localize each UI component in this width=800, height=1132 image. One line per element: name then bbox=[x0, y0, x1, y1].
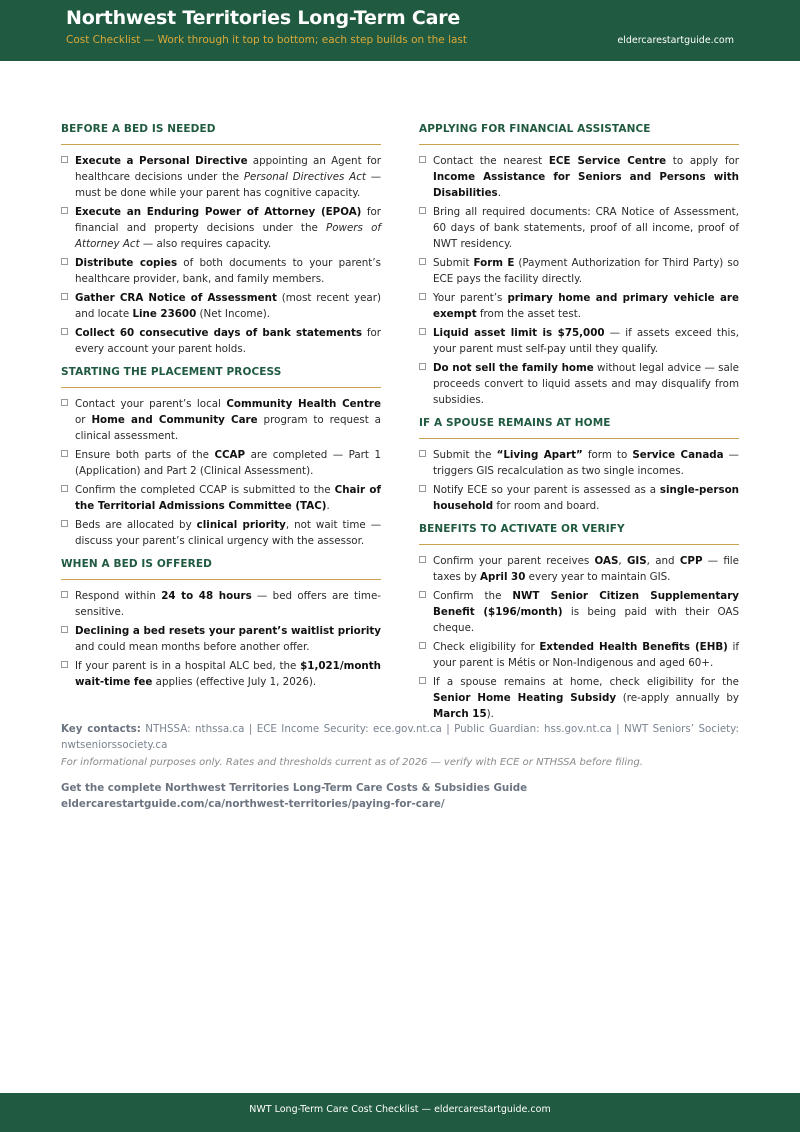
item-text: . bbox=[497, 187, 501, 199]
checkbox-icon[interactable] bbox=[419, 556, 426, 563]
item-text: program to request a clinical assessment. bbox=[75, 414, 381, 442]
item-text: Beds are allocated by bbox=[75, 519, 197, 531]
checklist-item bbox=[419, 588, 739, 636]
item-text: Execute a Personal Directive bbox=[75, 155, 248, 167]
item-text: is being paid with their OAS cheque. bbox=[433, 606, 739, 634]
item-text: Contact the nearest bbox=[433, 155, 549, 167]
item-text: Liquid asset limit is $75,000 bbox=[433, 327, 605, 339]
checkbox-icon[interactable] bbox=[61, 661, 68, 668]
item-text: Collect 60 consecutive days of bank statements bbox=[75, 327, 362, 339]
item-text: Declining a bed resets your parent’s waitlist priority bbox=[75, 625, 381, 637]
checklist-item bbox=[61, 517, 381, 549]
item-text: — bed offers are time-sensitive. bbox=[75, 590, 381, 618]
right-column bbox=[419, 123, 739, 731]
checkbox-icon[interactable] bbox=[61, 520, 68, 527]
item-text: If your parent is in a hospital ALC bed, the bbox=[75, 660, 301, 672]
checklist-section bbox=[61, 366, 381, 549]
checkbox-icon[interactable] bbox=[419, 363, 426, 370]
checklist-item bbox=[61, 255, 381, 287]
checkbox-icon[interactable] bbox=[419, 156, 426, 163]
checkbox-icon[interactable] bbox=[61, 591, 68, 598]
footer-info bbox=[61, 722, 739, 812]
page-subtitle: Cost Checklist — Work through it top to bottom; each step builds on the last bbox=[66, 34, 468, 46]
item-text: Notify ECE so your parent is assessed as a bbox=[433, 484, 660, 496]
item-text: Line 23600 bbox=[132, 308, 197, 320]
section-heading: IF A SPOUSE REMAINS AT HOME bbox=[419, 417, 739, 439]
item-text: NWT Senior Citizen Supplementary Benefit ($196/month) bbox=[433, 590, 740, 618]
item-text: appointing an Agent for healthcare decisions under the bbox=[75, 155, 381, 183]
guide-cta[interactable] bbox=[61, 780, 739, 812]
header-site-link[interactable]: eldercarestartguide.com bbox=[617, 35, 734, 46]
checkbox-icon[interactable] bbox=[419, 642, 426, 649]
item-text: , and bbox=[646, 555, 680, 567]
item-text: Community Health Centre bbox=[226, 398, 381, 410]
item-text: Check eligibility for bbox=[433, 641, 540, 653]
page-title: Northwest Territories Long-Term Care bbox=[66, 7, 461, 29]
item-text: Home and Community Care bbox=[91, 414, 258, 426]
item-text: OAS bbox=[594, 555, 619, 567]
checkbox-icon[interactable] bbox=[419, 258, 426, 265]
item-text: — triggers GIS recalculation as two single incomes. bbox=[433, 449, 739, 477]
item-text: — file taxes by bbox=[433, 555, 740, 583]
page-footer-bar: NWT Long-Term Care Cost Checklist — eldercarestartguide.com bbox=[0, 1093, 800, 1132]
item-text: applies (effective July 1, 2026). bbox=[152, 676, 317, 688]
item-text: GIS bbox=[626, 555, 647, 567]
checklist-item bbox=[419, 290, 739, 322]
section-heading: STARTING THE PLACEMENT PROCESS bbox=[61, 366, 381, 388]
item-text: Submit the bbox=[433, 449, 497, 461]
item-text: for financial and property decisions under the bbox=[75, 206, 381, 234]
item-text: or bbox=[75, 414, 92, 426]
item-text: Gather CRA Notice of Assessment bbox=[75, 292, 277, 304]
checkbox-icon[interactable] bbox=[419, 450, 426, 457]
checkbox-icon[interactable] bbox=[419, 485, 426, 492]
checklist-section bbox=[419, 523, 739, 722]
key-contacts-text: NTHSSA: nthssa.ca | ECE Income Security: ece.gov.nt.ca | Public Guardian: hss.gov.nt.ca | NWT Seniors’ Society: nwtseniorssociety.ca bbox=[61, 723, 739, 751]
item-text: from the asset test. bbox=[476, 308, 582, 320]
checklist-section bbox=[61, 123, 381, 357]
checklist-item bbox=[61, 588, 381, 620]
item-text: March 15 bbox=[433, 708, 487, 720]
checkbox-icon[interactable] bbox=[61, 293, 68, 300]
item-text: to apply for bbox=[666, 155, 739, 167]
item-text: Submit bbox=[433, 257, 474, 269]
item-text: Distribute copies bbox=[75, 257, 178, 269]
item-text: Chair of the Territorial Admissions Committee (TAC) bbox=[75, 484, 381, 512]
item-text: — must be done while your parent has cognitive capacity. bbox=[75, 171, 381, 199]
item-text: single-person household bbox=[433, 484, 739, 512]
item-text: (most recent year) and locate bbox=[75, 292, 381, 320]
item-text: for every account your parent holds. bbox=[75, 327, 381, 355]
item-text: , not wait time — discuss your parent’s clinical urgency with the assessor. bbox=[75, 519, 382, 547]
item-text: If a spouse remains at home, check eligibility for the bbox=[433, 676, 739, 688]
checklist-item bbox=[419, 553, 739, 585]
checklist-section bbox=[419, 417, 739, 514]
section-heading: BENEFITS TO ACTIVATE OR VERIFY bbox=[419, 523, 739, 545]
checklist-item bbox=[419, 325, 739, 357]
item-text: $1,021/month wait-time fee bbox=[75, 660, 381, 688]
item-text: for room and board. bbox=[493, 500, 600, 512]
checkbox-icon[interactable] bbox=[61, 156, 68, 163]
item-text: ECE Service Centre bbox=[548, 155, 667, 167]
item-text: Contact your parent’s local bbox=[75, 398, 227, 410]
item-text: of both documents to your parent’s healthcare provider, bank, and family members. bbox=[75, 257, 381, 285]
checkbox-icon[interactable] bbox=[419, 207, 426, 214]
checkbox-icon[interactable] bbox=[61, 207, 68, 214]
left-column bbox=[61, 123, 381, 699]
section-heading: BEFORE A BED IS NEEDED bbox=[61, 123, 381, 145]
checklist-item bbox=[61, 447, 381, 479]
item-text: Ensure both parts of the bbox=[75, 449, 215, 461]
checkbox-icon[interactable] bbox=[61, 485, 68, 492]
checklist-section bbox=[61, 558, 381, 690]
item-text: 24 to 48 hours bbox=[161, 590, 252, 602]
item-text: Senior Home Heating Subsidy bbox=[433, 692, 617, 704]
item-text: Confirm the completed CCAP is submitted to the bbox=[75, 484, 335, 496]
item-text: and could mean months before another offer. bbox=[75, 641, 310, 653]
checkbox-icon[interactable] bbox=[419, 293, 426, 300]
item-text: (Payment Authorization for Third Party) so ECE pays the facility directly. bbox=[433, 257, 739, 285]
checkbox-icon[interactable] bbox=[61, 258, 68, 265]
checkbox-icon[interactable] bbox=[61, 450, 68, 457]
item-text: Form E bbox=[473, 257, 515, 269]
section-heading: APPLYING FOR FINANCIAL ASSISTANCE bbox=[419, 123, 739, 145]
item-text: Execute an Enduring Power of Attorney (EPOA) bbox=[75, 206, 362, 218]
item-text: April 30 bbox=[480, 571, 526, 583]
key-contacts bbox=[61, 722, 739, 753]
checkbox-icon[interactable] bbox=[419, 677, 426, 684]
item-text: Service Canada bbox=[632, 449, 724, 461]
item-text: primary home and primary vehicle are exempt bbox=[433, 292, 739, 320]
item-text: clinical priority bbox=[196, 519, 286, 531]
item-text: if your parent is Métis or Non-Indigenous and aged 60+. bbox=[433, 641, 739, 669]
checklist-item bbox=[61, 290, 381, 322]
checklist-item bbox=[419, 674, 739, 722]
checklist-item bbox=[419, 482, 739, 514]
item-text: CCAP bbox=[214, 449, 246, 461]
item-text: Extended Health Benefits (EHB) bbox=[539, 641, 728, 653]
checkbox-icon[interactable] bbox=[61, 328, 68, 335]
item-text: Do not sell the family home bbox=[433, 362, 594, 374]
guide-cta-url[interactable]: eldercarestartguide.com/ca/northwest-territories/paying-for-care/ bbox=[61, 797, 445, 810]
item-text: — if assets exceed this, your parent must self-pay until they qualify. bbox=[433, 327, 739, 355]
item-text: without legal advice — sale proceeds convert to liquid assets and may disqualify from subsidies. bbox=[433, 362, 739, 406]
guide-cta-title[interactable]: Get the complete Northwest Territories Long-Term Care Costs & Subsidies Guide bbox=[61, 781, 528, 794]
key-contacts-label: Key contacts: bbox=[61, 723, 141, 735]
item-text: — also requires capacity. bbox=[139, 238, 272, 250]
item-text: (re-apply annually by bbox=[616, 692, 739, 704]
item-text: are completed — Part 1 (Application) and Part 2 (Clinical Assessment). bbox=[75, 449, 381, 477]
item-text: , bbox=[618, 555, 627, 567]
checklist-item bbox=[419, 447, 739, 479]
checkbox-icon[interactable] bbox=[61, 626, 68, 633]
checklist-item bbox=[419, 639, 739, 671]
item-text: Confirm your parent receives bbox=[433, 555, 595, 567]
checkbox-icon[interactable] bbox=[419, 328, 426, 335]
checklist-item bbox=[419, 204, 739, 252]
item-text: Personal Directives Act bbox=[243, 171, 366, 183]
item-text: Income Assistance for Seniors and Persons with Disabilities bbox=[433, 171, 739, 199]
checklist-item bbox=[61, 482, 381, 514]
item-text: Your parent’s bbox=[433, 292, 508, 304]
checklist-section bbox=[419, 123, 739, 408]
checkbox-icon[interactable] bbox=[61, 399, 68, 406]
checklist-item bbox=[61, 325, 381, 357]
checklist-item bbox=[61, 153, 381, 201]
checklist-item bbox=[61, 623, 381, 655]
section-heading: WHEN A BED IS OFFERED bbox=[61, 558, 381, 580]
checklist-item bbox=[61, 658, 381, 690]
item-text: CPP bbox=[679, 555, 703, 567]
page-header bbox=[0, 0, 800, 61]
item-text: . bbox=[326, 500, 330, 512]
item-text: form to bbox=[582, 449, 633, 461]
item-text: Bring all required documents: CRA Notice of Assessment, 60 days of bank statements, proof of all income, proof of NWT residency. bbox=[433, 206, 739, 250]
checklist-item bbox=[61, 204, 381, 252]
disclaimer: For informational purposes only. Rates and thresholds current as of 2026 — verify with ECE or NTHSSA before filing. bbox=[61, 757, 644, 768]
checkbox-icon[interactable] bbox=[419, 591, 426, 598]
checklist-item bbox=[419, 255, 739, 287]
checklist-item bbox=[419, 360, 739, 408]
checklist-item bbox=[61, 396, 381, 444]
item-text: “Living Apart” bbox=[496, 449, 583, 461]
item-text: (Net Income). bbox=[196, 308, 271, 320]
item-text: Respond within bbox=[75, 590, 162, 602]
item-text: Powers of Attorney Act bbox=[75, 222, 381, 250]
item-text: Confirm the bbox=[433, 590, 513, 602]
checklist-item bbox=[419, 153, 739, 201]
item-text: every year to maintain GIS. bbox=[525, 571, 671, 583]
item-text: ). bbox=[486, 708, 494, 720]
